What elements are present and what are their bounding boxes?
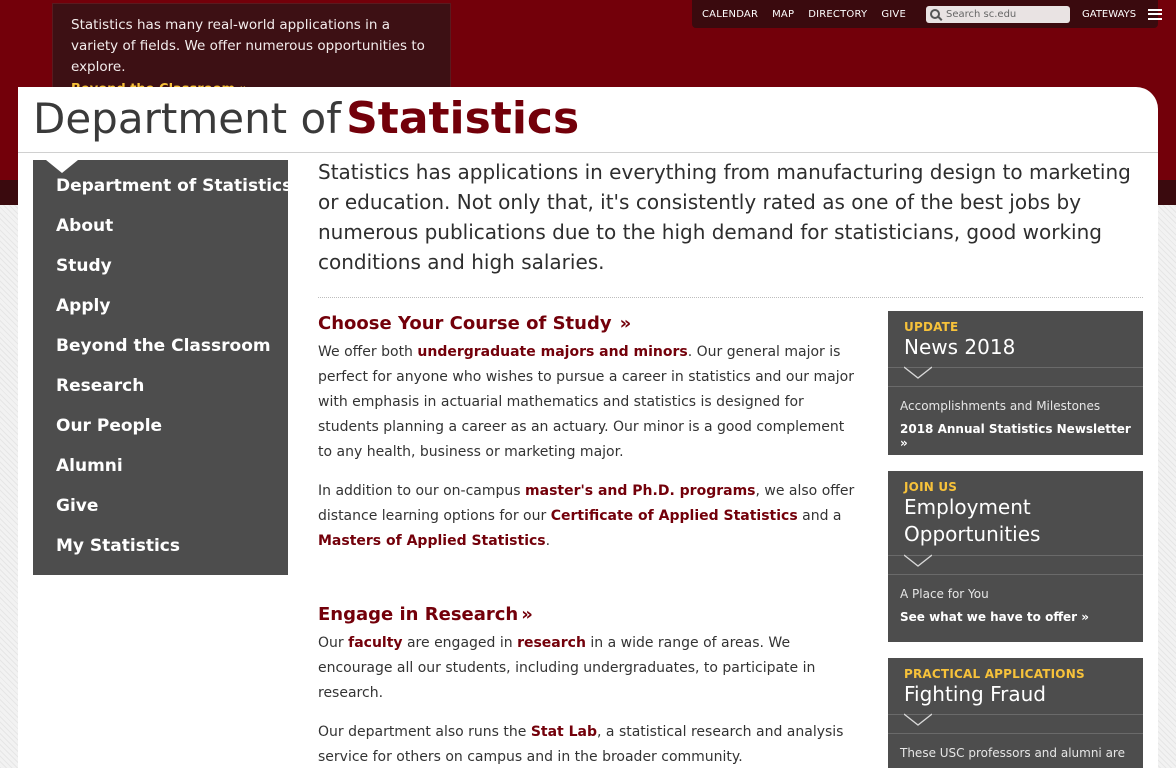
text-span: and a — [797, 508, 842, 524]
utility-bar — [692, 0, 1158, 28]
sidebar-item-study[interactable]: Study — [56, 256, 112, 276]
sidebar-item-my-statistics[interactable]: My Statistics — [56, 536, 180, 556]
hamburger-menu-icon[interactable] — [1148, 9, 1162, 20]
callout-fraud — [888, 658, 1143, 768]
sidebar-item-beyond-classroom[interactable]: Beyond the Classroom — [56, 336, 271, 356]
research-paragraph-2 — [318, 720, 858, 768]
sidebar-item-research[interactable]: Research — [56, 376, 145, 396]
sidebar-item-give[interactable]: Give — [56, 496, 99, 516]
callout-title: News 2018 — [904, 335, 1016, 359]
chevron-down-icon — [904, 713, 932, 727]
callout-body — [888, 734, 1143, 768]
chevron-down-icon — [904, 366, 932, 380]
text-span: , a statistical research and analysis service for others on campus and in the broader community. — [318, 724, 844, 765]
callout-head — [888, 311, 1143, 367]
text-span: . — [545, 533, 551, 549]
sidebar-item-our-people[interactable]: Our People — [56, 416, 163, 436]
callout-body — [888, 575, 1143, 634]
research-link[interactable]: research — [517, 635, 586, 651]
research-paragraph-1 — [318, 631, 858, 706]
callout-title: Fighting Fraud — [904, 682, 1047, 706]
course-heading-arrow: » — [619, 313, 632, 334]
masters-applied-link[interactable]: Masters of Applied Statistics — [318, 533, 546, 549]
search-box — [926, 6, 1070, 23]
map-link[interactable]: MAP — [772, 8, 795, 20]
text-span: Our department also runs the — [318, 724, 531, 740]
research-heading-arrow: » — [521, 604, 533, 625]
chevron-down-icon — [904, 554, 932, 568]
callout-head — [888, 471, 1143, 555]
department-name: Statistics — [346, 93, 580, 144]
text-span: in a wide range of areas. We encourage all our students, including undergraduates, to participate in research. — [318, 635, 816, 701]
department-prefix: Department of — [33, 94, 341, 143]
callout-band — [888, 367, 1143, 387]
section-gap — [318, 568, 858, 604]
faculty-link[interactable]: faculty — [348, 635, 403, 651]
search-icon[interactable] — [930, 9, 940, 19]
callout-head — [888, 658, 1143, 714]
callout-title: Employment Opportunities — [904, 495, 1041, 546]
gateways-menu[interactable] — [1082, 9, 1162, 20]
promo-text: Statistics has many real-world applications in a variety of fields. We offer numerous opportunities to explore. — [71, 17, 425, 75]
callout-body — [888, 387, 1143, 460]
certificate-link[interactable]: Certificate of Applied Statistics — [550, 508, 798, 524]
main-left-column — [318, 313, 858, 768]
sidebar-item-department[interactable]: Department of Statistics — [56, 176, 293, 196]
callout-employment — [888, 471, 1143, 642]
directory-link[interactable]: DIRECTORY — [808, 8, 868, 20]
text-span: . Our general major is perfect for anyone who wishes to pursue a career in statistics and our major with emphasis in actuarial mathematics and statistics is designed for students planning a career as an actuary. Our minor is a good complement to any health, business or marketing major. — [318, 344, 854, 460]
sidebar-notch — [46, 160, 78, 173]
course-paragraph-1 — [318, 340, 858, 465]
sidebar-item-apply[interactable]: Apply — [56, 296, 111, 316]
give-link[interactable]: GIVE — [881, 8, 906, 20]
department-title[interactable] — [33, 93, 579, 144]
callout-band — [888, 555, 1143, 575]
research-heading[interactable] — [318, 604, 858, 625]
sidebar-nav — [33, 160, 293, 575]
calendar-link[interactable]: CALENDAR — [702, 8, 759, 20]
course-heading[interactable] — [318, 313, 858, 334]
text-span: In addition to our on-campus — [318, 483, 526, 499]
newsletter-link[interactable]: 2018 Annual Statistics Newsletter » — [900, 422, 1131, 450]
callout-kicker: UPDATE — [904, 320, 959, 334]
gateways-label: GATEWAYS — [1082, 8, 1137, 20]
text-span: , we also offer distance learning options for our — [318, 483, 855, 524]
callout-subtitle: These USC professors and alumni are — [900, 746, 1125, 760]
callout-band — [888, 714, 1143, 734]
course-paragraph-2 — [318, 479, 858, 554]
undergraduate-link[interactable]: undergraduate majors and minors — [417, 344, 688, 360]
course-heading-text: Choose Your Course of Study — [318, 313, 612, 334]
main-intro — [318, 157, 1143, 298]
stat-lab-link[interactable]: Stat Lab — [530, 724, 598, 740]
top-promo-box — [52, 3, 451, 93]
search-input[interactable] — [946, 9, 1070, 20]
text-span: We offer both — [318, 344, 418, 360]
graduate-programs-link[interactable]: master's and Ph.D. programs — [525, 483, 756, 499]
site-header — [18, 87, 1158, 153]
text-span: Our — [318, 635, 349, 651]
employment-link[interactable]: See what we have to offer » — [900, 610, 1090, 624]
research-heading-text: Engage in Research — [318, 604, 519, 625]
callout-kicker: PRACTICAL APPLICATIONS — [904, 667, 1085, 681]
text-span: are engaged in — [402, 635, 518, 651]
intro-text: Statistics has applications in everything from manufacturing design to marketing or education. Not only that, it's consistently rated as one of the best jobs by numerous publications due to the high demand for statisticians, good working conditions and high salaries. — [318, 160, 1131, 274]
callout-news — [888, 311, 1143, 455]
sidebar-item-about[interactable]: About — [56, 216, 114, 236]
callout-subtitle: Accomplishments and Milestones — [900, 399, 1101, 413]
callout-subtitle: A Place for You — [900, 587, 989, 601]
sidebar-item-alumni[interactable]: Alumni — [56, 456, 123, 476]
intro-divider — [318, 297, 1143, 298]
callout-kicker: JOIN US — [904, 480, 958, 494]
